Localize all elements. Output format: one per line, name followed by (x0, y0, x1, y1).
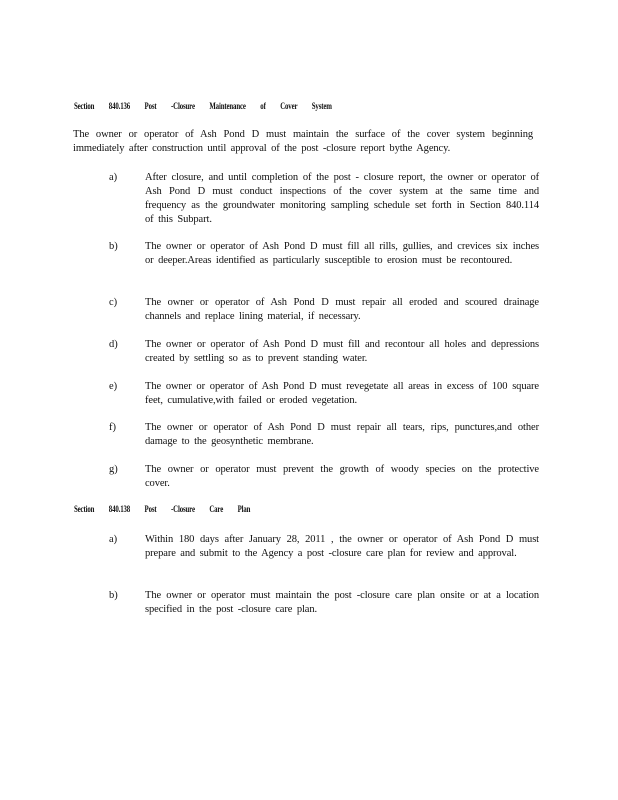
section-138-heading: Section 840.138 Post -Closure Care Plan (74, 505, 251, 515)
item-text: Within 180 days after January 28, 2011 , the owner or operator of Ash Pond D must prepare and submit to the Agency a post -closure care plan for review and approval. (145, 534, 539, 559)
item-label: f) (109, 422, 116, 433)
item-label: a) (109, 172, 118, 183)
section-136-heading: Section 840.136 Post -Closure Maintenance of Cover System (74, 102, 332, 112)
item-text: The owner or operator of Ash Pond D must fill all rills, gullies, and crevices six inches or deeper.Areas identified as particularly susceptible to erosion must be recontoured. (145, 241, 539, 266)
item-text: The owner or operator must maintain the post -closure care plan onsite or at a location specified in the post -closure care plan. (145, 590, 539, 615)
item-label: a) (109, 534, 118, 545)
item-text: The owner or operator of Ash Pond D must repair all tears, rips, punctures,and other damage to the geosynthetic membrane. (145, 422, 539, 447)
item-text: The owner or operator of Ash Pond D must repair all eroded and scoured drainage channels and replace lining material, if necessary. (145, 297, 539, 322)
item-text: The owner or operator must prevent the growth of woody species on the protective cover. (145, 464, 539, 489)
item-text: The owner or operator of Ash Pond D must revegetate all areas in excess of 100 square feet, cumulative,with failed or eroded vegetation. (145, 381, 539, 406)
item-label: g) (109, 464, 118, 475)
item-label: d) (109, 339, 118, 350)
item-text: After closure, and until completion of the post - closure report, the owner or operator of Ash Pond D must conduct inspections of the cover system at the same time and frequency as the groundwater monitoring sampling schedule set forth in Section 840.114 of this Subpart. (145, 172, 539, 225)
item-label: b) (109, 241, 118, 252)
item-text: The owner or operator of Ash Pond D must fill and recontour all holes and depressions created by settling so as to prevent standing water. (145, 339, 539, 364)
item-label: e) (109, 381, 118, 392)
item-label: c) (109, 297, 118, 308)
item-label: b) (109, 590, 118, 601)
section-136-intro: The owner or operator of Ash Pond D must maintain the surface of the cover system beginning immediately after construction until approval of the post -closure report bythe Agency. (73, 129, 533, 154)
